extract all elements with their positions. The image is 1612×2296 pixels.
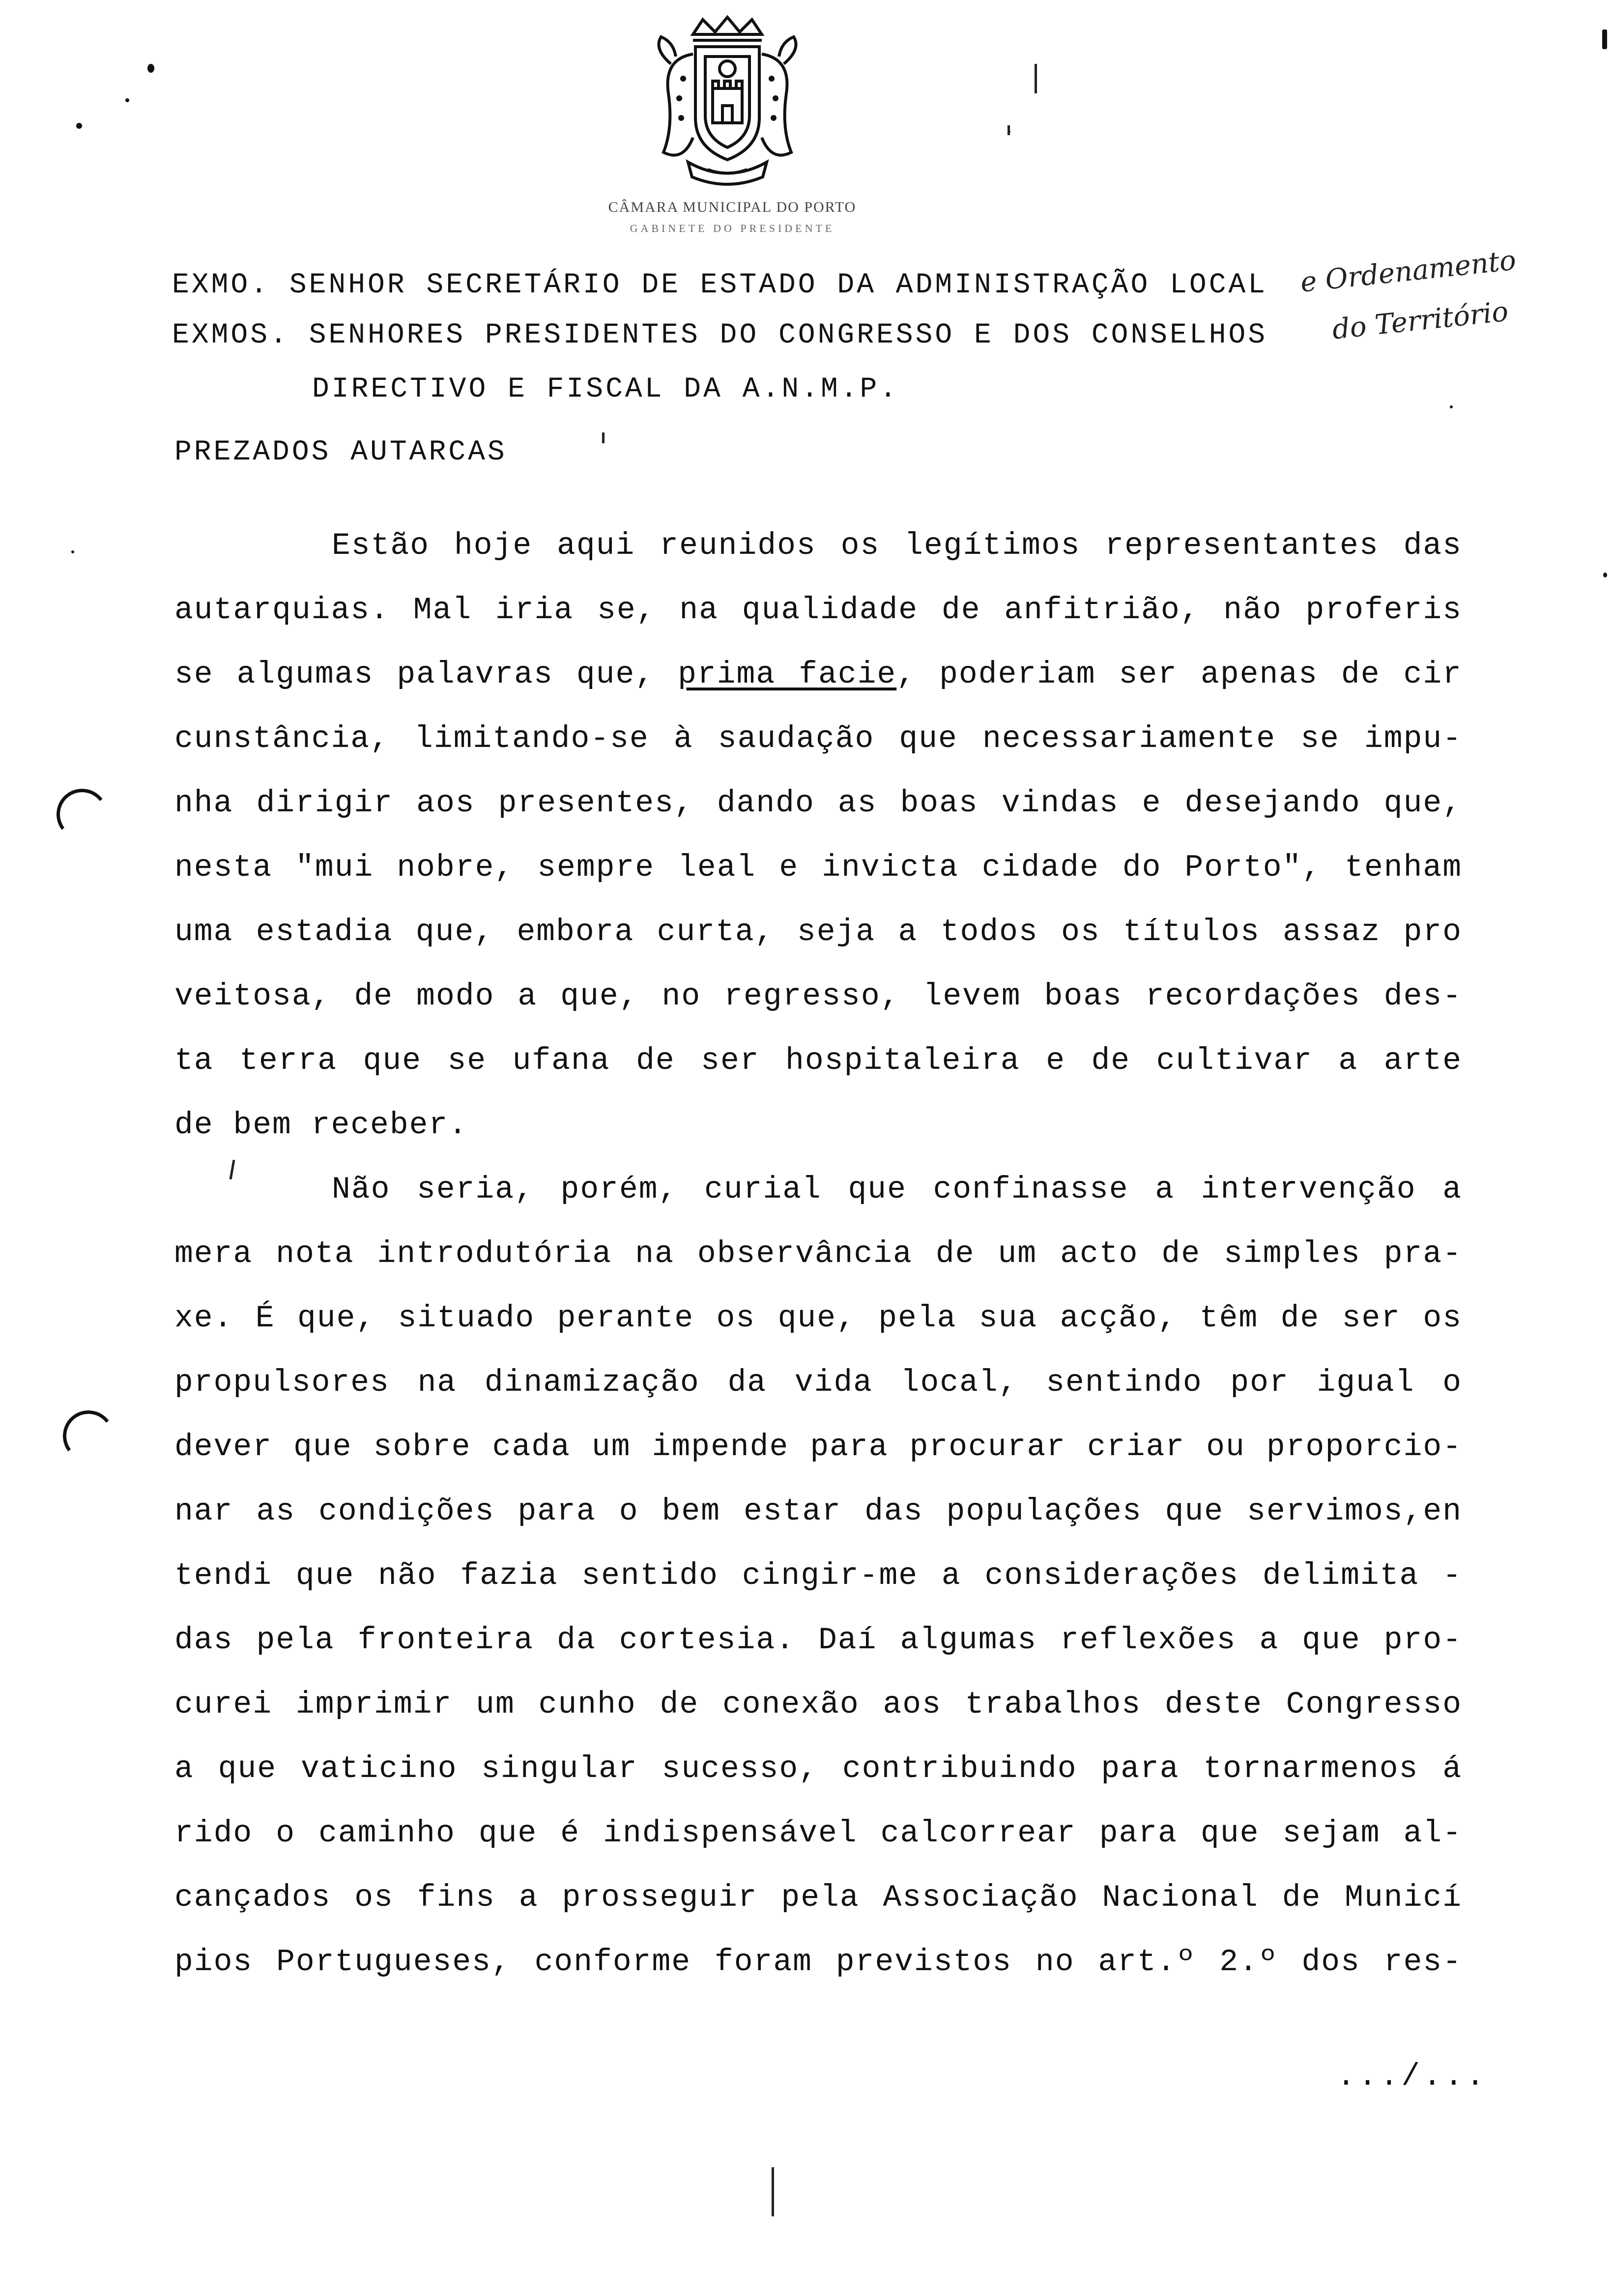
scan-speck (1603, 573, 1607, 577)
body-line: curei imprimir um cunho de conexão aos trabalhos deste Congresso (174, 1687, 1462, 1722)
body-line: dever que sobre cada um impende para procurar criar ou proporcio- (174, 1430, 1462, 1464)
scan-speck (147, 64, 154, 73)
organization-name: CÂMARA MUNICIPAL DO PORTO (608, 199, 857, 215)
body-line: xe. É que, situado perante os que, pela sua acção, têm de ser os (174, 1301, 1462, 1336)
addressee-line-3: DIRECTIVO E FISCAL DA A.N.M.P. (312, 373, 899, 405)
scan-mark (772, 2167, 774, 2216)
scan-speck (1450, 405, 1453, 408)
body-line: ta terra que se ufana de ser hospitaleira e de cultivar a arte (174, 1043, 1462, 1078)
latin-phrase: prima facie (678, 657, 897, 692)
scan-speck (1602, 29, 1607, 49)
salutation: PREZADOS AUTARCAS (174, 436, 507, 468)
body-line: nesta "mui nobre, sempre leal e invicta cidade do Porto", tenham (174, 850, 1462, 885)
scan-mark (602, 432, 604, 443)
body-line: rido o caminho que é indispensável calcorrear para que sejam al- (174, 1816, 1462, 1851)
body-line: Não seria, porém, curial que confinasse a intervenção a (332, 1172, 1462, 1207)
body-line: a que vaticino singular sucesso, contribuindo para tornarmenos á (174, 1751, 1462, 1786)
binder-hole-mark (59, 1407, 117, 1464)
body-line: de bem receber. (174, 1108, 468, 1143)
organization-subtitle: GABINETE DO PRESIDENTE (630, 222, 835, 234)
page-continuation-mark: .../... (1337, 2059, 1488, 2094)
body-line: tendi que não fazia sentido cingir-me a considerações delimita - (174, 1558, 1462, 1593)
body-line: das pela fronteira da cortesia. Daí algumas reflexões a que pro- (174, 1623, 1462, 1658)
scan-mark (1035, 64, 1037, 93)
body-line: cançados os fins a prosseguir pela Associação Nacional de Municí (174, 1880, 1462, 1915)
binder-hole-mark (53, 785, 111, 843)
coat-of-arms-icon (634, 15, 821, 192)
scan-speck (125, 98, 129, 102)
scan-speck (76, 123, 82, 129)
body-line: uma estadia que, embora curta, seja a todos os títulos assaz pro (174, 915, 1462, 949)
body-line: autarquias. Mal iria se, na qualidade de anfitrião, não proferis (174, 593, 1462, 628)
body-line: veitosa, de modo a que, no regresso, levem boas recordações des- (174, 979, 1462, 1014)
addressee-line-2: EXMOS. SENHORES PRESIDENTES DO CONGRESSO E DOS CONSELHOS (172, 319, 1268, 351)
scan-mark (1008, 125, 1010, 135)
body-line: propulsores na dinamização da vida local, sentindo por igual o (174, 1365, 1462, 1400)
body-line: pios Portugueses, conforme foram previstos no art.º 2.º dos res- (174, 1945, 1462, 1980)
body-text-fragment: , poderiam ser apenas de cir (896, 657, 1462, 692)
addressee-line-1: EXMO. SENHOR SECRETÁRIO DE ESTADO DA ADMINISTRAÇÃO LOCAL (172, 269, 1268, 301)
handwritten-note-line-2: do Território (1330, 295, 1510, 346)
body-line: nha dirigir aos presentes, dando as boas vindas e desejando que, (174, 786, 1462, 821)
body-text-fragment: se algumas palavras que, (174, 657, 655, 692)
body-line: cunstância, limitando-se à saudação que necessariamente se impu- (174, 721, 1462, 756)
letter-body (174, 514, 1462, 1994)
body-line: Estão hoje aqui reunidos os legítimos representantes das (332, 528, 1462, 563)
body-line: nar as condições para o bem estar das populações que servimos,en (174, 1494, 1462, 1529)
scan-speck (71, 550, 74, 553)
body-line: mera nota introdutória na observância de um acto de simples pra- (174, 1236, 1462, 1271)
handwritten-note-line-1: e Ordenamento (1298, 244, 1518, 299)
body-line (174, 642, 1462, 707)
